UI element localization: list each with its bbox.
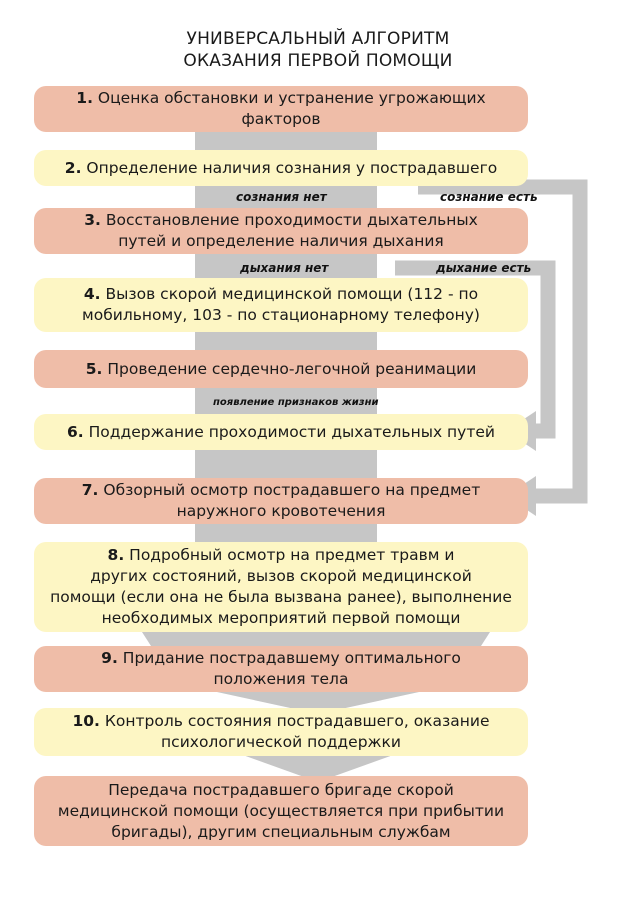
step-6-text: Поддержание проходимости дыхательных путей [88,422,495,441]
step-1-number: 1. [76,89,93,107]
step-5-content [86,359,477,380]
step-8-text-line-2: других состояний, вызов скорой медицинской [90,567,472,585]
label-no-breathing: дыхания нет [240,261,329,275]
step-8-number: 8. [107,546,125,564]
step-9-text-line-2: положения тела [213,670,349,688]
label-no-consciousness: сознания нет [236,190,327,204]
step-10-content [72,711,489,753]
step-7-content [82,480,480,522]
step-9-content [101,648,461,690]
step-7 [34,478,528,524]
step-8-text: Подробный осмотр на предмет травм и [129,546,455,564]
step-4-number: 4. [83,285,101,303]
step-3-number: 3. [84,211,101,229]
step-10-text: Контроль состояния пострадавшего, оказание [104,712,490,730]
step-6 [34,414,528,450]
step-10 [34,708,528,756]
step-2-text: Определение наличия сознания у пострадавшего [86,158,498,177]
step-4-text-line-2: мобильному, 103 - по стационарному телефону) [82,306,480,324]
step-1-text-line-2: факторов [241,110,321,128]
step-8-text-line-3: помощи (если она не была вызвана ранее), выполнение [50,588,512,606]
step-7-text-line-2: наружного кровотечения [176,502,386,520]
step-3-text-line-2: путей и определение наличия дыхания [118,232,444,250]
step-10-number: 10. [72,712,100,730]
label-consciousness: сознание есть [440,190,538,204]
label-signs-of-life: появление признаков жизни [213,397,379,408]
label-breathing: дыхание есть [436,261,532,275]
step-7-number: 7. [81,481,99,499]
step-7-text: Обзорный осмотр пострадавшего на предмет [103,481,481,499]
step-final-text: Передача пострадавшего бригаде скорой [108,780,454,799]
step-9 [34,646,528,692]
step-8-content [50,545,512,629]
step-final [34,776,528,846]
step-1-text: Оценка обстановки и устранение угрожающих [97,89,486,107]
step-2-content [65,158,497,179]
step-3-content [84,210,478,252]
step-6-number: 6. [67,422,84,441]
step-9-text: Придание пострадавшему оптимального [122,649,461,667]
step-8 [34,542,528,632]
step-2-number: 2. [64,158,82,177]
step-final-text-line-3: бригады), другим специальным службам [111,822,451,841]
step-2 [34,150,528,186]
step-9-number: 9. [101,649,118,667]
step-8-text-line-4: необходимых мероприятий первой помощи [101,609,461,627]
step-6-content [67,422,495,443]
step-3-text: Восстановление проходимости дыхательных [105,211,478,229]
step-final-content [58,780,504,843]
step-final-text-line-2: медицинской помощи (осуществляется при прибытии [57,801,505,820]
step-5 [34,350,528,388]
step-5-text: Проведение сердечно-легочной реанимации [107,359,477,378]
step-4 [34,278,528,332]
step-5-number: 5. [85,359,103,378]
step-10-text-line-2: психологической поддержки [161,733,401,751]
title-line-1: УНИВЕРСАЛЬНЫЙ АЛГОРИТМ [186,29,450,49]
step-1-content [76,88,485,130]
step-1 [34,86,528,132]
step-4-content [82,284,480,326]
step-4-text: Вызов скорой медицинской помощи (112 - по [105,285,479,303]
title-line-2: ОКАЗАНИЯ ПЕРВОЙ ПОМОЩИ [183,51,453,71]
step-3 [34,208,528,254]
